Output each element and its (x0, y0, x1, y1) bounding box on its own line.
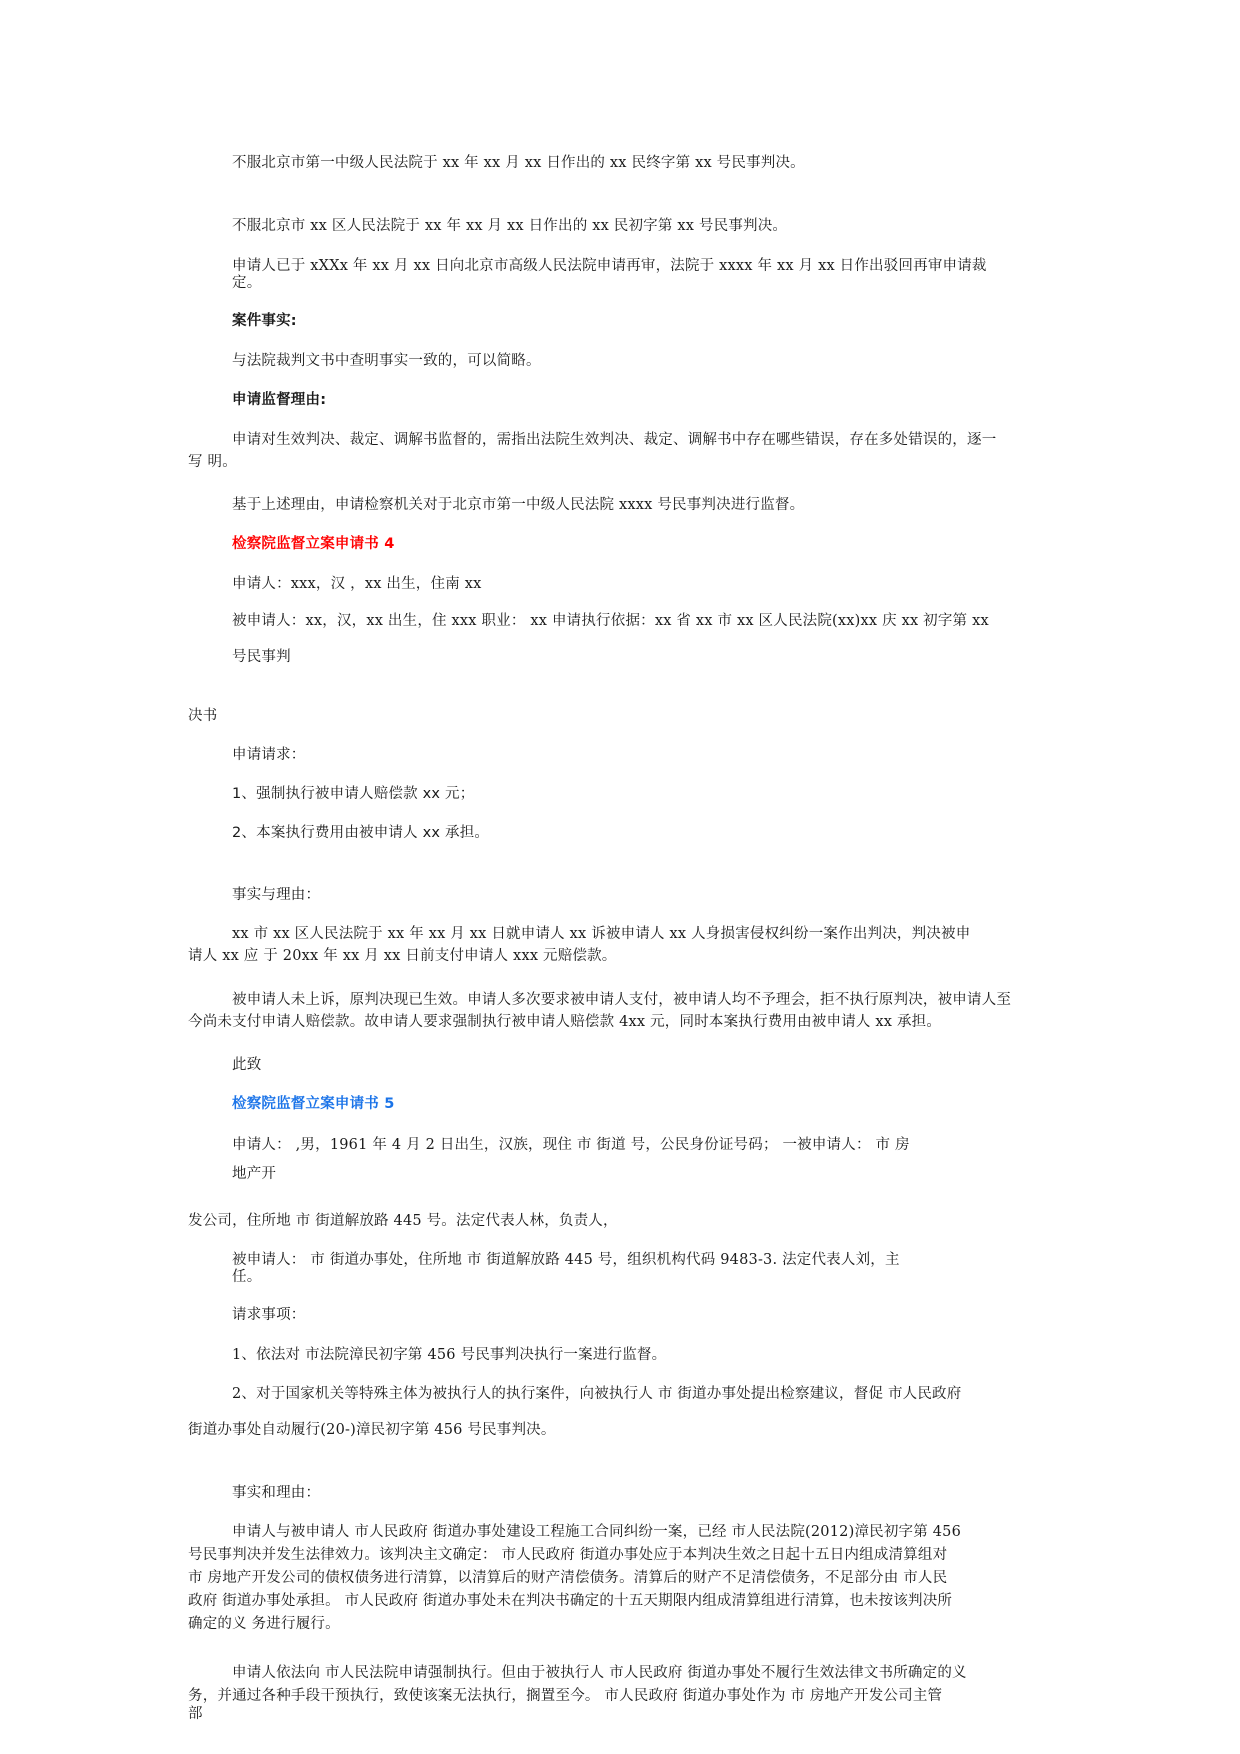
paragraph-enforcement-cont-2: 部 (188, 1706, 203, 1722)
list-item-request-item-2-cont: 街道办事处自动履行(20-)漳民初字第 456 号民事判决。 (188, 1422, 556, 1438)
paragraph-respondent-cont: 号民事判 (232, 649, 291, 665)
paragraph-salutation: 此致 (232, 1057, 262, 1073)
paragraph-supervision-reasons-cont: 写 明。 (188, 454, 237, 470)
list-item-request-2: 2、本案执行费用由被申请人 xx 承担。 (232, 825, 490, 841)
paragraph-appeal-first-court: 不服北京市第一中级人民法院于 xx 年 xx 月 xx 日作出的 xx 民终字第 xx 号民事判决。 (232, 155, 805, 171)
paragraph-case-facts: 与法院裁判文书中查明事实一致的，可以简略。 (232, 353, 541, 369)
paragraph-respondent-5: 被申请人： 市 街道办事处，住所地 市 街道解放路 445 号，组织机构代码 9483-3. 法定代表人刘，主 (232, 1252, 900, 1268)
paragraph-enforcement: 申请人依法向 市人民法院申请强制执行。但由于被执行人 市人民政府 街道办事处不履行生效法律文书所确定的义 (232, 1665, 967, 1681)
paragraph-dispute-1-cont-3: 政府 街道办事处承担。 市人民政府 街道办事处未在判决书确定的十五天期限内组成清算组进行清算，也未按该判决所 (188, 1593, 953, 1609)
heading-application-5: 检察院监督立案申请书 5 (232, 1096, 395, 1112)
paragraph-retrial-application: 申请人已于 xXXx 年 xx 月 xx 日向北京市高级人民法院申请再审，法院于 xxxx 年 xx 月 xx 日作出驳回再审申请裁 (232, 258, 987, 274)
list-item-request-1: 1、强制执行被申请人赔偿款 xx 元； (232, 786, 475, 802)
paragraph-retrial-application-cont: 定。 (232, 275, 262, 291)
paragraph-dispute-1: 申请人与被申请人 市人民政府 街道办事处建设工程施工合同纠纷一案，已经 市人民法院(2012)漳民初字第 456 (232, 1524, 962, 1540)
paragraph-supervision-reasons: 申请对生效判决、裁定、调解书监督的，需指出法院生效判决、裁定、调解书中存在哪些错误，存在多处错误的，逐一 (232, 432, 997, 448)
paragraph-facts-2-cont: 今尚未支付申请人赔偿款。故申请人要求强制执行被申请人赔偿款 4xx 元，同时本案执行费用由被申请人 xx 承担。 (188, 1014, 942, 1030)
heading-application-4: 检察院监督立案申请书 4 (232, 536, 395, 552)
paragraph-facts-1-cont: 请人 xx 应 于 20xx 年 xx 月 xx 日前支付申请人 xxx 元赔偿款。 (188, 948, 617, 964)
paragraph-conclusion: 基于上述理由，申请检察机关对于北京市第一中级人民法院 xxxx 号民事判决进行监督。 (232, 497, 805, 513)
paragraph-respondent: 被申请人：xx，汉，xx 出生，住 xxx 职业： xx 申请执行依据：xx 省 xx 市 xx 区人民法院(xx)xx 庆 xx 初字第 xx (232, 613, 989, 629)
paragraph-facts-and-reasons-label: 事实和理由： (232, 1485, 321, 1501)
paragraph-facts-reasons-label: 事实与理由： (232, 887, 321, 903)
paragraph-request-items-label: 请求事项： (232, 1307, 306, 1323)
paragraph-judgment-end: 决书 (188, 708, 218, 724)
paragraph-enforcement-cont-1: 务，并通过各种手段干预执行，致使该案无法执行，搁置至今。 市人民政府 街道办事处作为 市 房地产开发公司主管 (188, 1688, 943, 1704)
paragraph-requests-label: 申请请求： (232, 747, 306, 763)
paragraph-appeal-district-court: 不服北京市 xx 区人民法院于 xx 年 xx 月 xx 日作出的 xx 民初字第 xx 号民事判决。 (232, 218, 788, 234)
paragraph-respondent-5-cont: 任。 (232, 1269, 262, 1285)
paragraph-dispute-1-cont-2: 市 房地产开发公司的债权债务进行清算，以清算后的财产清偿债务。清算后的财产不足清偿债务，不足部分由 市人民 (188, 1570, 948, 1586)
paragraph-dispute-1-cont-1: 号民事判决并发生法律效力。该判决主文确定： 市人民政府 街道办事处应于本判决生效之日起十五日内组成清算组对 (188, 1547, 948, 1563)
paragraph-dispute-1-cont-4: 确定的义 务进行履行。 (188, 1616, 340, 1632)
heading-case-facts: 案件事实: (232, 313, 297, 329)
paragraph-applicant-5-cont: 地产开 (232, 1166, 277, 1182)
heading-supervision-reasons: 申请监督理由: (232, 392, 327, 408)
list-item-request-item-1: 1、依法对 市法院漳民初字第 456 号民事判决执行一案进行监督。 (232, 1347, 667, 1363)
paragraph-facts-2: 被申请人未上诉，原判决现已生效。申请人多次要求被申请人支付，被申请人均不予理会，拒不执行原判决，被申请人至 (232, 992, 1012, 1008)
paragraph-facts-1: xx 市 xx 区人民法院于 xx 年 xx 月 xx 日就申请人 xx 诉被申请人 xx 人身损害侵权纠纷一案作出判决，判决被申 (232, 926, 971, 942)
paragraph-company-address: 发公司，住所地 市 街道解放路 445 号。法定代表人林，负责人， (188, 1213, 618, 1229)
list-item-request-item-2: 2、对于国家机关等特殊主体为被执行人的执行案件，向被执行人 市 街道办事处提出检察建议，督促 市人民政府 (232, 1386, 962, 1402)
paragraph-applicant: 申请人：xxx，汉 ，xx 出生，住南 xx (232, 576, 482, 592)
paragraph-applicant-5: 申请人： ,男，1961 年 4 月 2 日出生，汉族，现住 市 街道 号，公民身份证号码； 一被申请人： 市 房 (232, 1137, 910, 1153)
